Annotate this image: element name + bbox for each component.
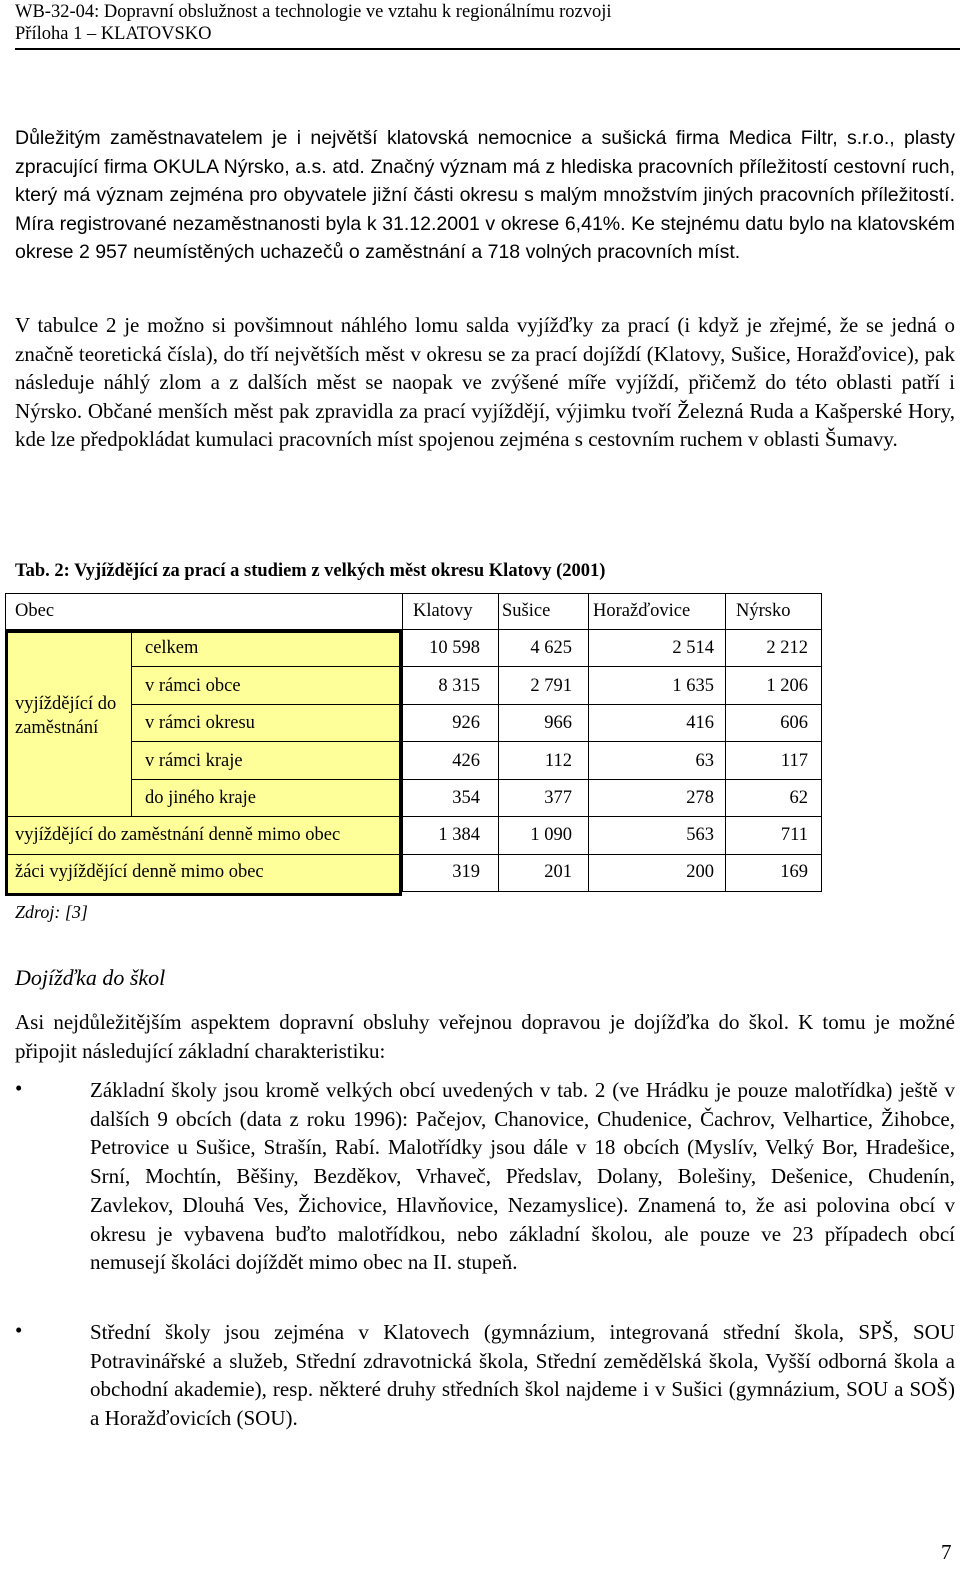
- row-label: v rámci obce: [145, 676, 241, 696]
- table-cell: 112: [544, 751, 572, 771]
- table-title: Tab. 2: Vyjíždějící za prací a studiem z velkých měst okresu Klatovy (2001): [15, 561, 606, 581]
- bullet-secondary-schools: Střední školy jsou zejména v Klatovech (gymnázium, integrovaná střední škola, SPŠ, SOU Potravinářské a služeb, Střední zdravotnická škola, Střední zemědělská škola, Vyšší odborná škola a obchodní akademie), resp. některé druhy středních škol najdeme i v Sušici (gymnázium, SOU a SOŠ) a Horažďovicích (SOU).: [90, 1320, 955, 1431]
- row-label: vyjíždějící do zaměstnání denně mimo obec: [15, 825, 341, 845]
- page-number: 7: [941, 1540, 952, 1564]
- table-cell: 1 090: [530, 825, 572, 845]
- bullet-marker: •: [15, 1318, 23, 1342]
- table-cell: 200: [686, 862, 714, 882]
- table-cell: 926: [452, 713, 480, 733]
- table-cell: 10 598: [429, 638, 480, 658]
- table-cell: 966: [544, 713, 572, 733]
- table-cell: 1 206: [766, 676, 808, 696]
- table-cell: 62: [789, 788, 808, 808]
- table-cell: 416: [686, 713, 714, 733]
- table-cell: 426: [452, 751, 480, 771]
- section-heading: Dojížďka do škol: [15, 965, 166, 990]
- table-cell: 711: [780, 825, 808, 845]
- bullet-marker: •: [15, 1076, 23, 1100]
- page-header: [15, 0, 960, 50]
- column-header-klatovy: Klatovy: [413, 601, 473, 621]
- table-cell: 1 635: [672, 676, 714, 696]
- table-source: Zdroj: [3]: [15, 902, 88, 922]
- row-label: žáci vyjíždějící denně mimo obec: [15, 862, 264, 882]
- column-header-horazdovice: Horažďovice: [593, 601, 691, 621]
- bullet-primary-schools: Základní školy jsou kromě velkých obcí uvedených v tab. 2 (ve Hrádku je pouze malotřídka) ještě v dalších 9 obcích (data z roku 1996): Pačejov, Chanovice, Chudenice, Čachrov, Velhartice, Žihobce, Petrovice u Sušice, Strašín, Rabí. Malotřídky jsou dále v 18 obcích (Myslív, Velký Bor, Hradešice, Srní, Mochtín, Běšiny, Bezděkov, Vrhaveč, Předslav, Dolany, Bolešiny, Dešenice, Chudenín, Zavlekov, Dlouhá Ves, Žichovice, Hlavňovice, Nezamyslice). Znamená to, že asi polovina obcí v okresu je vybavena buďto malotřídkou, nebo základní školou, ale pouze ve 23 případech obcí nemusejí školáci dojíždět mimo obec na II. stupeň.: [90, 1078, 955, 1275]
- row-group-label: vyjíždějící do zaměstnání: [15, 694, 117, 738]
- row-label: do jiného kraje: [145, 788, 256, 808]
- row-label: celkem: [145, 638, 199, 658]
- table-cell: 377: [544, 788, 572, 808]
- row-label: v rámci kraje: [145, 751, 243, 771]
- table-cell: 117: [780, 751, 808, 771]
- table-cell: 169: [780, 862, 808, 882]
- table-cell: 2 212: [766, 638, 808, 658]
- commuting-table: [5, 593, 822, 899]
- table-cell: 63: [695, 751, 714, 771]
- header-annex-title: Příloha 1 – KLATOVSKO: [15, 24, 212, 44]
- table-cell: 319: [452, 862, 480, 882]
- header-corner-obec: Obec: [15, 601, 55, 621]
- paragraph-schools-intro: Asi nejdůležitějším aspektem dopravní obsluhy veřejnou dopravou je dojížďka do škol. K tomu je možné připojit následující základní charakteristiku:: [15, 1010, 955, 1063]
- header-project-title: WB-32-04: Dopravní obslužnost a technologie ve vztahu k regionálnímu rozvoji: [15, 2, 612, 22]
- table-cell: 278: [686, 788, 714, 808]
- table-cell: 354: [452, 788, 480, 808]
- table-cell: 201: [544, 862, 572, 882]
- paragraph-employers: Důležitým zaměstnavatelem je i největší klatovská nemocnice a sušická firma Medica Filtr, s.r.o., plasty zpracující firma OKULA Nýrsko, a.s. atd. Značný význam má z hlediska pracovních příležitostí cestovní ruch, který má význam zejména pro obyvatele jižní části okresu s malým množstvím jiných pracovních příležitostí. Míra registrované nezaměstnanosti byla k 31.12.2001 v okrese 6,41%. Ke stejnému datu bylo na klatovském okrese 2 957 neumístěných uchazečů o zaměstnání a 718 volných pracovních míst.: [15, 127, 955, 263]
- table-cell: 1 384: [438, 825, 480, 845]
- paragraph-commuting: V tabulce 2 je možno si povšimnout náhlého lomu salda vyjížďky za prací (i když je zřejmé, že se jedná o značně teoretická čísla), do tří největších měst v okresu se za prací dojíždí (Klatovy, Sušice, Horažďovice), pak následuje náhlý zlom a z dalších měst se naopak ve zvýšené míře vyjíždí, přičemž do této oblasti patří i Nýrsko. Občané menších měst pak zpravidla za prací vyjíždějí, výjimku tvoří Železná Ruda a Kašperské Hory, kde lze předpokládat kumulaci pracovních míst spojenou zejména s cestovním ruchem v oblasti Šumavy.: [15, 313, 955, 452]
- column-header-susice: Sušice: [502, 601, 551, 621]
- table-cell: 2 514: [672, 638, 714, 658]
- table-cell: 8 315: [438, 676, 480, 696]
- table-cell: 4 625: [530, 638, 572, 658]
- row-label: v rámci okresu: [145, 713, 255, 733]
- table-cell: 2 791: [530, 676, 572, 696]
- table-cell: 606: [780, 713, 808, 733]
- column-header-nyrsko: Nýrsko: [736, 601, 791, 621]
- table-cell: 563: [686, 825, 714, 845]
